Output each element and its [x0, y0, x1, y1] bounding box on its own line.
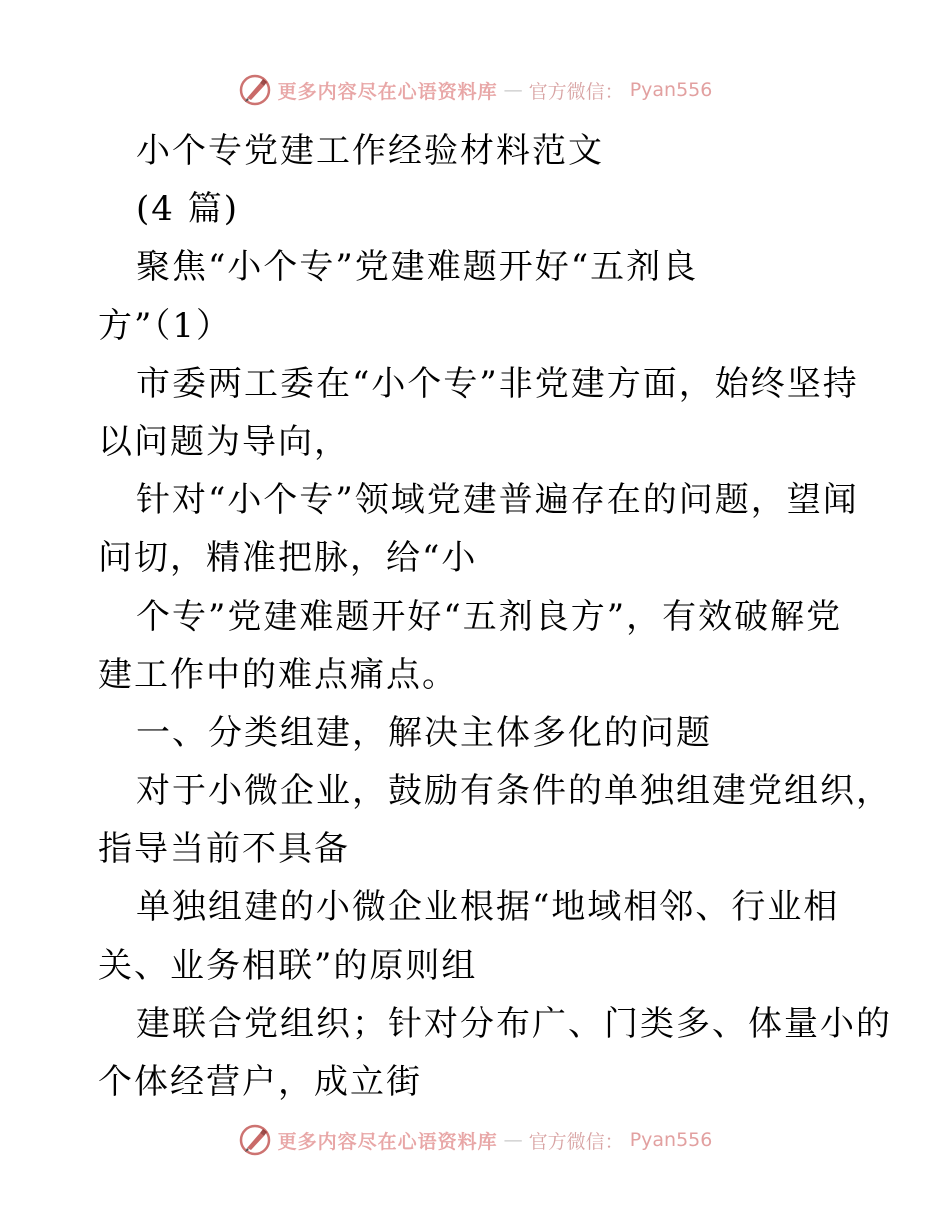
document-subtitle: (4 篇): [136, 189, 239, 230]
watermark-site-text: 更多内容尽在心语资料库: [277, 1130, 498, 1153]
watermark-dash: —: [503, 1129, 523, 1151]
pen-quill-icon: [238, 1123, 272, 1157]
paragraph-line: 指导当前不具备: [98, 829, 350, 870]
paragraph-line: 个体经营户，成立街: [98, 1062, 422, 1102]
paragraph-line: 建联合党组织；针对分布广、门类多、体量小的: [136, 1003, 892, 1044]
paragraph-line: 针对“小个专”领域党建普遍存在的问题，望闻: [136, 480, 859, 521]
paragraph-line: 建工作中的难点痛点。: [98, 654, 458, 695]
watermark-account: Pyan556: [629, 79, 713, 101]
watermark-account: Pyan556: [629, 1129, 713, 1151]
paragraph-line: 单独组建的小微企业根据“地域相邻、行业相: [136, 887, 840, 928]
watermark-dash: —: [503, 79, 523, 101]
watermark-site-text: 更多内容尽在心语资料库: [277, 80, 498, 103]
paragraph-line: 市委两工委在“小个专”非党建方面，始终坚持: [136, 363, 859, 404]
subsection-heading: 一、分类组建，解决主体多化的问题: [136, 712, 712, 753]
document-title: 小个专党建工作经验材料范文: [136, 131, 604, 171]
header-watermark: [0, 70, 950, 110]
section-heading: 聚焦“小个专”党建难题开好“五剂良: [136, 247, 699, 288]
footer-watermark: [0, 1120, 950, 1160]
document-body: [98, 122, 892, 1111]
section-heading-cont: 方”（1）: [98, 305, 233, 346]
watermark-official-text: 官方微信：: [528, 80, 624, 103]
paragraph-line: 关、业务相联”的原则组: [98, 945, 478, 986]
paragraph-line: 对于小微企业，鼓励有条件的单独组建党组织，: [136, 771, 892, 812]
paragraph-line: 个专”党建难题开好“五剂良方”，有效破解党: [136, 596, 843, 637]
paragraph-line: 问切，精准把脉，给“小: [98, 538, 478, 579]
watermark-official-text: 官方微信：: [528, 1130, 624, 1153]
paragraph-line: 以问题为导向，: [98, 421, 350, 462]
pen-quill-icon: [238, 73, 272, 107]
